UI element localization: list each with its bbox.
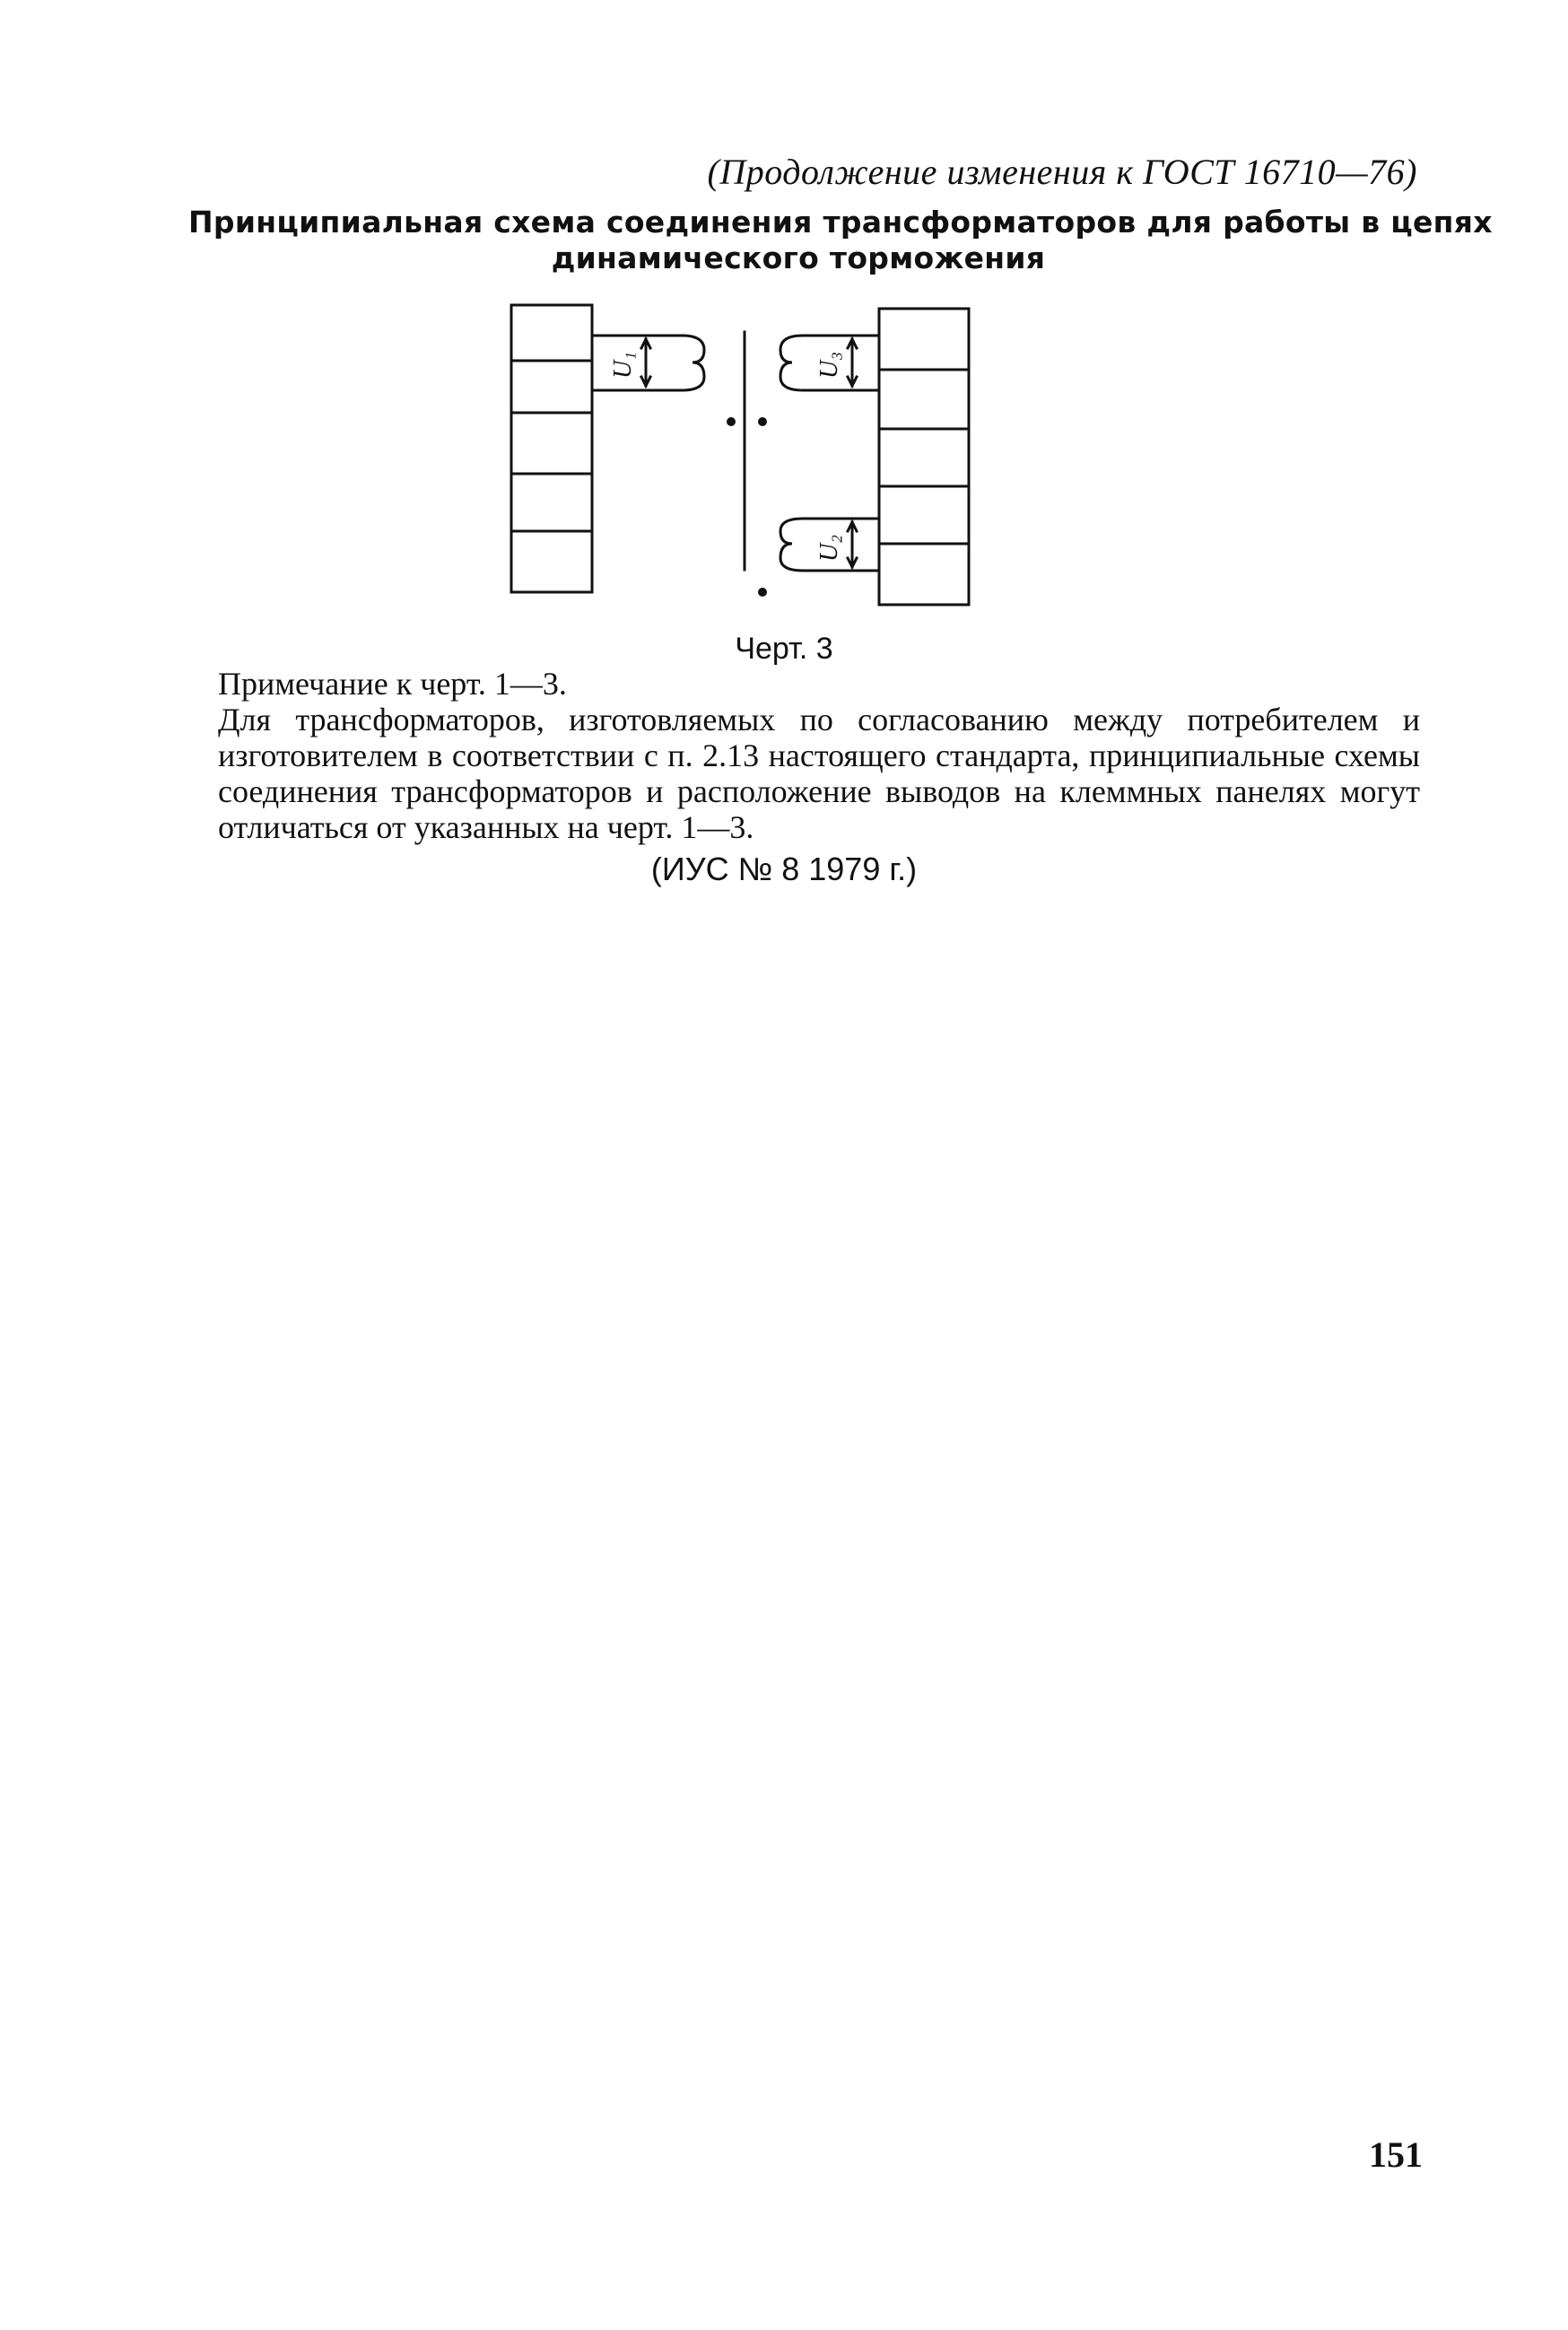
source-reference: (ИУС № 8 1979 г.): [650, 851, 918, 887]
note-title: Примечание к черт. 1—3.: [218, 666, 567, 702]
label-u2: U₂: [815, 535, 843, 562]
figure-title: [188, 205, 1493, 276]
figure-title-line-1: Принципиальная схема соединения трансформаторов для работы в цепях: [188, 205, 1493, 240]
transformer-connection-diagram: [484, 296, 1130, 619]
left-terminal-panel: [511, 305, 592, 592]
label-u1: U₁: [609, 352, 637, 379]
header-continuation: (Продолжение изменения к ГОСТ 16710—76): [707, 152, 1417, 192]
figure-caption: Черт. 3: [735, 632, 833, 666]
figure-title-line-2: динамического торможения: [551, 240, 1046, 275]
polarity-dot: [758, 588, 767, 597]
polarity-dot: [758, 417, 767, 426]
coil-1: [682, 336, 704, 390]
note-body: Для трансформаторов, изготовляемых по согласованию между потребителем и изготовителем в соответствии с п. 2.13 настоящего стандарта, принципиальные схемы соединения трансформаторов и расположение выводов на клеммных панелях могут отличаться от указанных на черт. 1—3.: [218, 702, 1420, 845]
note-block: [218, 666, 1420, 845]
coil-3: [780, 336, 803, 390]
page-number: 151: [1369, 2134, 1423, 2175]
diagram-svg: [484, 296, 1130, 619]
polarity-dot: [727, 417, 736, 426]
coil-2: [780, 519, 803, 571]
right-terminal-panel: [879, 309, 969, 605]
label-u3: U₃: [815, 352, 843, 379]
